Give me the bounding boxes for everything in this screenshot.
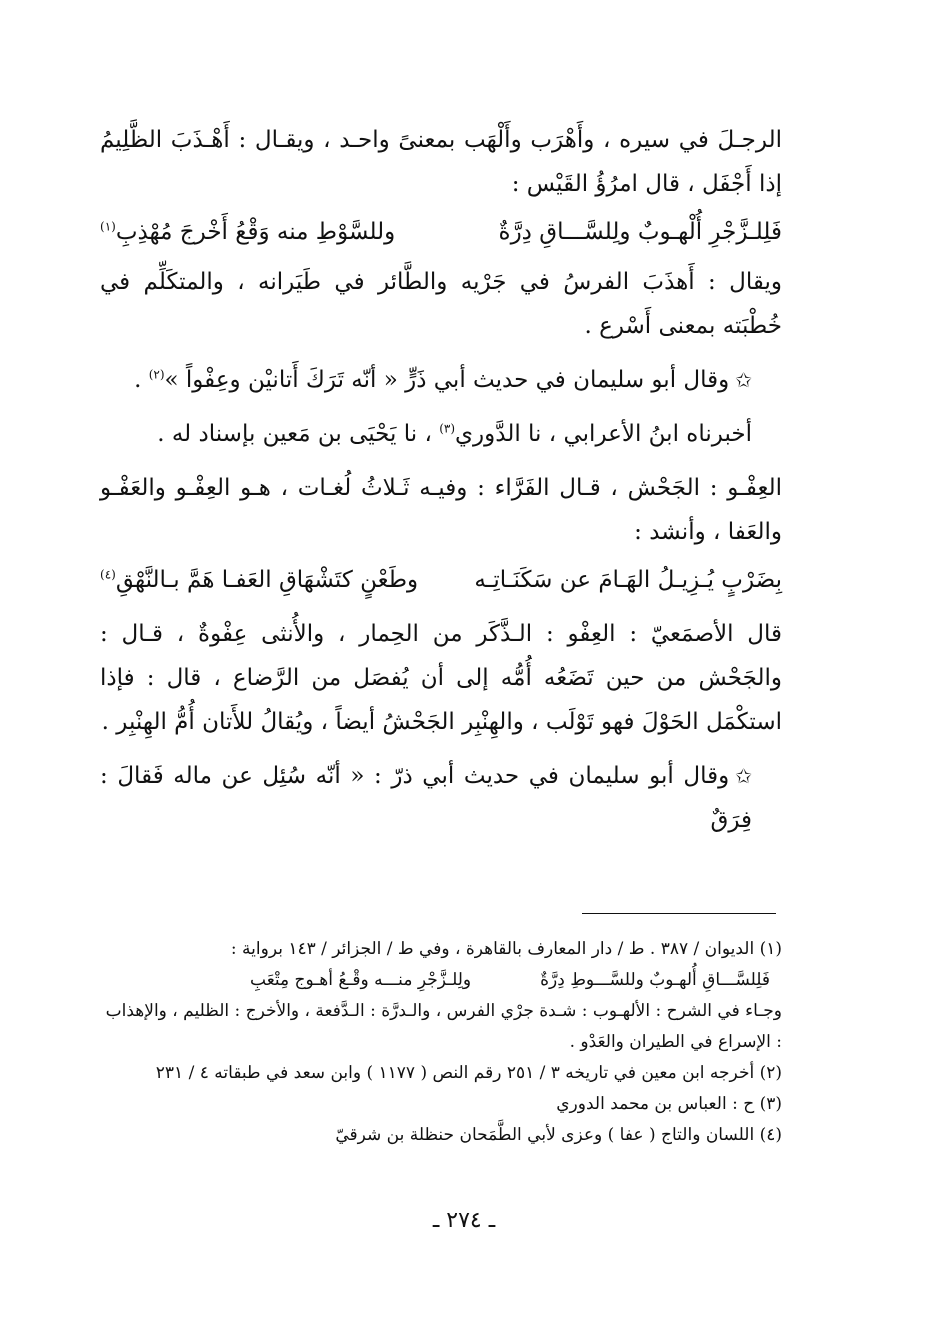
footnote-1-commentary: وجـاء في الشرح : الألهـوب : شـدة جرْي الفرس ، والـدرَّة : الـدَّفعة ، والأخرج : الظليم ، والإهذاب : الإسراع في الطيران والعَدْو . bbox=[105, 1001, 782, 1052]
footnote-3: (٣) ح : العباس بن محمد الدوري bbox=[556, 1094, 782, 1114]
star-icon: ✩ bbox=[735, 764, 752, 788]
footnote-1-verse-second: ولِلـزَّجْرِ منـــه وقْـعُ أهـوج مِتْعَبِ bbox=[250, 970, 472, 990]
verse-1 bbox=[100, 210, 782, 254]
footnotes bbox=[100, 934, 782, 1151]
footnote-ref-2: (٢) bbox=[148, 367, 165, 382]
main-text bbox=[100, 118, 782, 842]
footnote-ref-3: (٣) bbox=[439, 421, 456, 436]
verse-2 bbox=[100, 558, 782, 602]
verse-2-first-hemistich: بِضَرْبٍ يُـزِيـلُ الهَـامَ عن سَكَنَـاتِـه bbox=[474, 567, 782, 593]
star-icon: ✩ bbox=[735, 368, 752, 392]
paragraph-2: ويقال : أَهذَبَ الفرسُ في جَرْيه والطَّائر في طَيَرانه ، والمتكَلِّم في خُطْبَته بمعنى أَسْرع . bbox=[100, 269, 782, 339]
footnote-1-verse bbox=[100, 965, 782, 996]
footnote-2: (٢) أخرجه ابن معين في تاريخه ٣ / ٢٥١ رقم النص ( ١١٧٧ ) وابن سعد في طبقاته ٤ / ٢٣١ bbox=[155, 1063, 782, 1083]
page-number: ـ ٢٧٤ ـ bbox=[432, 1208, 496, 1233]
footnote-ref-4: (٤) bbox=[100, 567, 116, 582]
paragraph-6: قال الأصمَعيّ : العِفْو : الـذَّكَر من الحِمار ، والأُنثى عِفْوةٌ ، قـال : والجَحْش من حين تَضَعُه أُمُّه إلى أن يُفصَل من الرَّضاع ، قال : فإذا استكْمَل الحَوْلَ فهو تَوْلَب ، والهِنْبِر الجَحْشُ أيضاً ، ويُقالُ للأَتان أُمُّ الهِنْبِر . bbox=[100, 621, 782, 735]
footnote-4: (٤) اللسان والتاج ( عفا ) وعزى لأبي الطَّمَحان حنظلة بن شرقيّ bbox=[335, 1125, 782, 1145]
paragraph-3: ✩وقال أبو سليمان في حديث أبي ذَرٍّ « أنّه تَرَكَ أَتانيْن وعِفْواً »$^{(٢)}$ . bbox=[134, 367, 752, 393]
verse-1-second-hemistich: وللسَّوْطِ منه وَقْعُ أَخْرجَ مُهْذِبِ$^{(١)}$ bbox=[100, 219, 396, 245]
footnote-1: (١) الديوان / ٣٨٧ . ط / دار المعارف بالقاهرة ، وفي ط / الجزائر / ١٤٣ برواية : bbox=[230, 939, 782, 959]
paragraph-1: الرجـلَ في سيره ، وأَهْرَب وأَلْهَب بمعنىً واحـد ، ويقـال : أَهْـذَبَ الظَّلِيمُ إذا أَجْفَل ، قال امرُؤُ القَيْس : bbox=[100, 127, 782, 197]
footnote-1-verse-first: فَلِلسَّـــاقِ أُلهـوبٌ وللسَّـــوطِ دِرَّةٌ bbox=[540, 970, 770, 990]
paragraph-4: أخبرناه ابنُ الأعرابي ، نا الدَّوري$^{(٣)}$ ، نا يَحْيَى بن مَعين بإسناد له . bbox=[157, 421, 752, 447]
paragraph-7: ✩وقال أبو سليمان في حديث أبي ذرّ : « أنّه سُئِل عن ماله فَقالَ : فِرَقٌ bbox=[100, 763, 752, 833]
paragraph-5: العِفْـو : الجَحْش ، قـال الفَرَّاء : وفيـه ثَـلاثُ لُغـات ، هـو العِفْـو والعَفْـو والعَفا ، وأنشد : bbox=[100, 475, 782, 545]
footnote-ref-1: (١) bbox=[100, 219, 116, 234]
footnote-divider bbox=[582, 913, 776, 914]
verse-1-first-hemistich: فَلِلـزَّجْرِ أُلْهـوبٌ ولِلسَّـــاقِ دِرَّةٌ bbox=[498, 219, 782, 245]
verse-2-second-hemistich: وطَعْنٍ كتَشْهَاقِ العَفـا هَمَّ بـالنَّهْقِ$^{(٤)}$ bbox=[100, 567, 419, 593]
